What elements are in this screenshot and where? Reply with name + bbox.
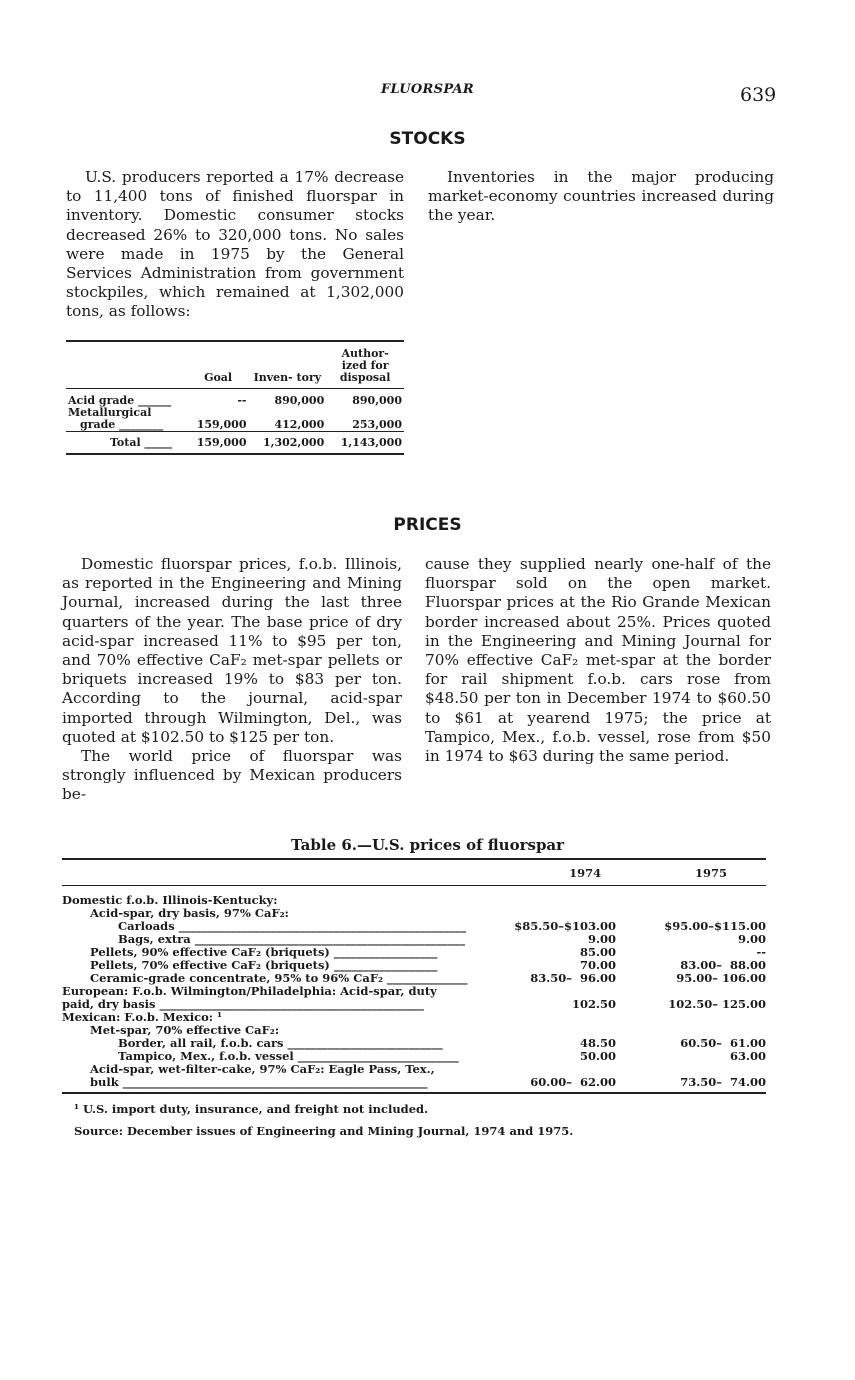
item-cell: Met-spar, 70% effective CaF₂:: [90, 1024, 280, 1037]
table-row: [62, 1063, 766, 1076]
item-cell: Mexican: F.o.b. Mexico: ¹: [62, 1011, 223, 1024]
table-row: [62, 1037, 766, 1050]
price-1974-cell: 60.00– 62.00: [514, 1076, 656, 1093]
authorized-cell: 890,000: [352, 394, 402, 407]
stk-head-inventory: Inven- tory: [249, 341, 327, 389]
item-cell: Bags, extra _______________________________________________: [118, 933, 465, 946]
prices-table: [62, 858, 766, 1094]
prices-paragraph-3: cause they supplied nearly one-half of the fluorspar sold on the open market. Fluorspar prices at the Rio Grande Mexican border increased about 25%. Prices quoted in the Engineering and Mining Journal for 70% effective CaF₂ met-spar at the border for rail shipment f.o.b. cars rose from $48.50 per ton in December 1974 to $60.50 to $61 at yearend 1975; the price at Tampico, Mex., f.o.b. vessel, rose from $50 in 1974 to $63 during the same period.: [425, 555, 771, 766]
row-label: Metallurgical: [68, 406, 152, 419]
price-1975-cell: [656, 886, 766, 908]
price-1975-cell: $95.00–$115.00: [664, 919, 766, 933]
prices-paragraph-2: The world price of fluorspar was strongly influenced by Mexican producers be-: [62, 747, 402, 804]
table-row: [62, 1076, 766, 1093]
table-row: [62, 1011, 766, 1024]
inventory-cell: 890,000: [274, 394, 325, 407]
total-inventory: 1,302,000: [249, 432, 327, 455]
table-row: [62, 946, 766, 959]
item-cell: Acid-spar, wet-filter-cake, 97% CaF₂: Eagle Pass, Tex.,: [90, 1063, 435, 1076]
price-1974-cell: 85.00: [579, 945, 616, 959]
price-1975-cell: 95.00– 106.00: [676, 971, 766, 985]
price-1974-cell: 9.00: [587, 932, 616, 946]
prices-right-column: [425, 555, 771, 766]
table6-footnote: ¹ U.S. import duty, insurance, and freight not included.: [74, 1102, 429, 1116]
inventory-cell: 412,000: [274, 418, 325, 431]
item-cell: Border, all rail, f.o.b. cars ___________________________: [118, 1037, 443, 1050]
prices-left-column: [62, 555, 402, 805]
running-head-title: FLUORSPAR: [381, 82, 474, 97]
table-row: [62, 972, 766, 985]
item-cell: Domestic f.o.b. Illinois-Kentucky:: [62, 893, 278, 907]
item-cell: bulk _____________________________________________________: [62, 1076, 514, 1093]
table6-source: Source: December issues of Engineering and Mining Journal, 1974 and 1975.: [74, 1124, 574, 1138]
table-row: [62, 907, 766, 920]
item-cell: Tampico, Mex., f.o.b. vessel ____________________________: [118, 1050, 459, 1063]
stockpile-table: [66, 340, 404, 455]
total-authorized: 1,143,000: [326, 432, 404, 455]
price-1974-cell: $85.50–$103.00: [514, 919, 616, 933]
page-number: 639: [740, 84, 777, 106]
item-cell: Acid-spar, dry basis, 97% CaF₂:: [90, 907, 289, 920]
price-1974-cell: 70.00: [579, 958, 616, 972]
stk-head-blank: [66, 341, 188, 389]
stocks-right-paragraph: Inventories in the major producing market-economy countries increased during the year.: [428, 168, 774, 225]
row-label: grade ________: [80, 418, 164, 431]
table-row: [62, 985, 766, 998]
price-1974-cell: 83.50– 96.00: [530, 971, 616, 985]
price-1975-cell: 102.50– 125.00: [668, 997, 766, 1011]
goal-cell: 159,000: [196, 418, 247, 431]
total-row: [66, 432, 404, 455]
row-label: Acid grade ______: [68, 394, 172, 407]
stocks-left-column: [66, 168, 404, 322]
price-1975-cell: 63.00: [729, 1049, 766, 1063]
item-cell: Pellets, 70% effective CaF₂ (briquets) __________________: [90, 959, 438, 972]
price-1974-cell: 102.50: [571, 997, 616, 1011]
t6-head-item: [62, 859, 514, 886]
total-goal: 159,000: [188, 432, 249, 455]
stocks-right-column: [428, 168, 774, 226]
table-row: [62, 920, 766, 933]
item-cell: paid, dry basis ______________________________________________: [62, 998, 425, 1011]
item-cell: European: F.o.b. Wilmington/Philadelphia: Acid-spar, duty: [62, 985, 437, 998]
t6-head-1974: 1974: [514, 859, 656, 886]
price-1975-cell: --: [756, 945, 766, 959]
item-cell: Carloads __________________________________________________: [118, 920, 467, 933]
stk-head-goal: Goal: [188, 341, 249, 389]
stocks-heading: STOCKS: [389, 129, 466, 149]
price-1975-cell: [656, 1011, 766, 1024]
table-row: [62, 1050, 766, 1063]
stk-head-authorized: Author- ized for disposal: [326, 341, 404, 389]
table6-title: Table 6.—U.S. prices of fluorspar: [290, 836, 565, 854]
table-row: [66, 419, 404, 432]
price-1975-cell: 73.50– 74.00: [656, 1076, 766, 1093]
price-1975-cell: 60.50– 61.00: [680, 1036, 766, 1050]
table-row: [62, 933, 766, 946]
prices-table-body: [62, 886, 766, 1094]
item-cell: Ceramic-grade concentrate, 95% to 96% CaF₂ ______________: [90, 972, 468, 985]
table-row: [66, 389, 404, 408]
goal-cell: --: [237, 394, 247, 407]
table-row: [62, 886, 766, 908]
prices-paragraph-1: Domestic fluorspar prices, f.o.b. Illinois, as reported in the Engineering and Mining Journal, increased during the last three quarters of the year. The base price of dry acid-spar increased 11% to $95 per ton, and 70% effective CaF₂ met-spar pellets or briquets increased 19% to $83 per ton. According to the journal, acid-spar imported through Wilmington, Del., was quoted at $102.50 to $125 per ton.: [62, 555, 402, 746]
price-1974-cell: 48.50: [579, 1036, 616, 1050]
table-row: [62, 959, 766, 972]
price-1974-cell: [514, 886, 656, 908]
stocks-paragraph: U.S. producers reported a 17% decrease to 11,400 tons of finished fluorspar in inventory. Domestic consumer stocks decreased 26% to 320,000 tons. No sales were made in 1975 by the General Services Administration from government stockpiles, which remained at 1,302,000 tons, as follows:: [66, 168, 404, 321]
t6-head-1975: 1975: [656, 859, 766, 886]
price-1974-cell: 50.00: [579, 1049, 616, 1063]
prices-heading: PRICES: [393, 515, 462, 535]
table-row: [62, 1024, 766, 1037]
price-1975-cell: 83.00– 88.00: [680, 958, 766, 972]
table-row: [62, 998, 766, 1011]
price-1975-cell: 9.00: [737, 932, 766, 946]
price-1974-cell: [514, 1011, 656, 1024]
authorized-cell: 253,000: [352, 418, 402, 431]
total-label: Total _____: [66, 432, 188, 455]
item-cell: Pellets, 90% effective CaF₂ (briquets) __________________: [90, 946, 438, 959]
